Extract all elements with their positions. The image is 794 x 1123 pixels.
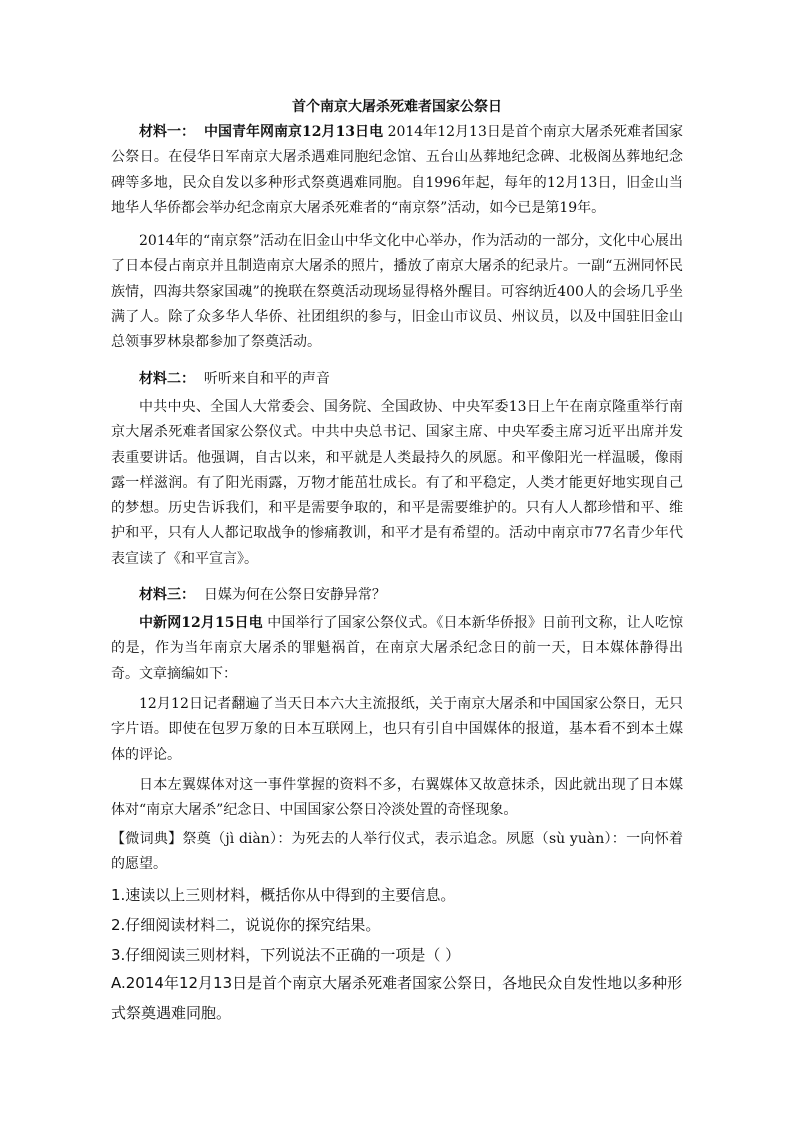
question-2: 2.仔细阅读材料二，说说你的探究结果。: [111, 916, 381, 934]
material-3-paragraph-2: 12月12日记者翻遍了当天日本六大主流报纸，关于南京大屠杀和中国国家公祭日，无只字片语。即使在包罗万象的日本互联网上，也只有引自中国媒体的报道，基本看不到本土媒体的评论。: [111, 696, 683, 763]
material-1-dateline: 中国青年网南京12月13日电: [203, 124, 384, 140]
question-3: 3.仔细阅读三则材料，下列说法不正确的一项是（ ）: [111, 946, 461, 964]
material-3-paragraph-3: 日本左翼媒体对这一事件掌握的资料不多，右翼媒体又故意抹杀，因此就出现了日本媒体对“南京大屠杀”纪念日、中国国家公祭日冷淡处置的奇怪现象。: [111, 777, 683, 819]
material-3-heading: [111, 583, 683, 608]
material-2-paragraph: 中共中央、全国人大常委会、国务院、全国政协、中央军委13日上午在南京隆重举行南京大屠杀死难者国家公祭仪式。中共中央总书记、国家主席、中央军委主席习近平出席并发表重要讲话。他强调，自古以来，和平就是人类最持久的夙愿。和平像阳光一样温暖，像雨露一样滋润。有了阳光雨露，万物才能茁壮成长。有了和平稳定，人类才能更好地实现自己的梦想。历史告诉我们，和平是需要争取的，和平是需要维护的。只有人人都珍惜和平、维护和平，只有人人都记取战争的惨痛教训，和平才是有希望的。活动中南京市77名青少年代表宣读了《和平宣言》。: [111, 399, 683, 567]
document-title: 首个南京大屠杀死难者国家公祭日: [292, 99, 502, 115]
question-1: 1.速读以上三则材料，概括你从中得到的主要信息。: [111, 886, 456, 904]
glossary-note: 【微词典】祭奠（jì diàn）：为死去的人举行仪式，表示追念。夙愿（sù yuàn）：一向怀着的愿望。: [111, 831, 683, 873]
material-2-heading-text: 听听来自和平的声音: [203, 371, 330, 387]
material-3-heading-text: 日媒为何在公祭日安静异常？: [203, 587, 386, 603]
material-1-label: 材料一：: [139, 124, 196, 140]
material-2-heading: [111, 367, 683, 392]
option-a: A.2014年12月13日是首个南京大屠杀死难者国家公祭日，各地民众自发性地以多种形式祭奠遇难同胞。: [111, 974, 683, 1022]
material-1-paragraph-1: [111, 120, 683, 221]
material-3-label: 材料三：: [139, 587, 195, 603]
material-2-label: 材料二：: [139, 371, 195, 387]
material-1-text-1: 2014年12月13日是首个南京大屠杀死难者国家公祭日。在侵华日军南京大屠杀遇难同胞纪念馆、五台山丛葬地纪念碑、北极阁丛葬地纪念碑等多地，民众自发以多种形式祭奠遇难同胞。自1996年起，每年的12月13日，旧金山当地华人华侨都会举办纪念南京大屠杀死难者的“南京祭”活动，如今已是第19年。: [111, 124, 684, 216]
material-3-dateline: 中新网12月15日电: [139, 615, 263, 631]
material-3-text-1: 中国举行了国家公祭仪式。《日本新华侨报》日前刊文称，让人吃惊的是，作为当年南京大屠杀的罪魁祸首，在南京大屠杀纪念日的前一天，日本媒体静得出奇。文章摘编如下：: [111, 615, 683, 682]
material-3-paragraph-1: [111, 611, 683, 687]
material-1-paragraph-2: 2014年的“南京祭”活动在旧金山中华文化中心举办，作为活动的一部分，文化中心展出了日本侵占南京并且制造南京大屠杀的照片，播放了南京大屠杀的纪录片。一副“五洲同怀民族情，四海共祭家国魂”的挽联在祭奠活动现场显得格外醒目。可容纳近400人的会场几乎坐满了人。除了众多华人华侨、社团组织的参与，旧金山市议员、州议员，以及中国驻旧金山总领事罗林泉都参加了祭奠活动。: [111, 233, 683, 351]
